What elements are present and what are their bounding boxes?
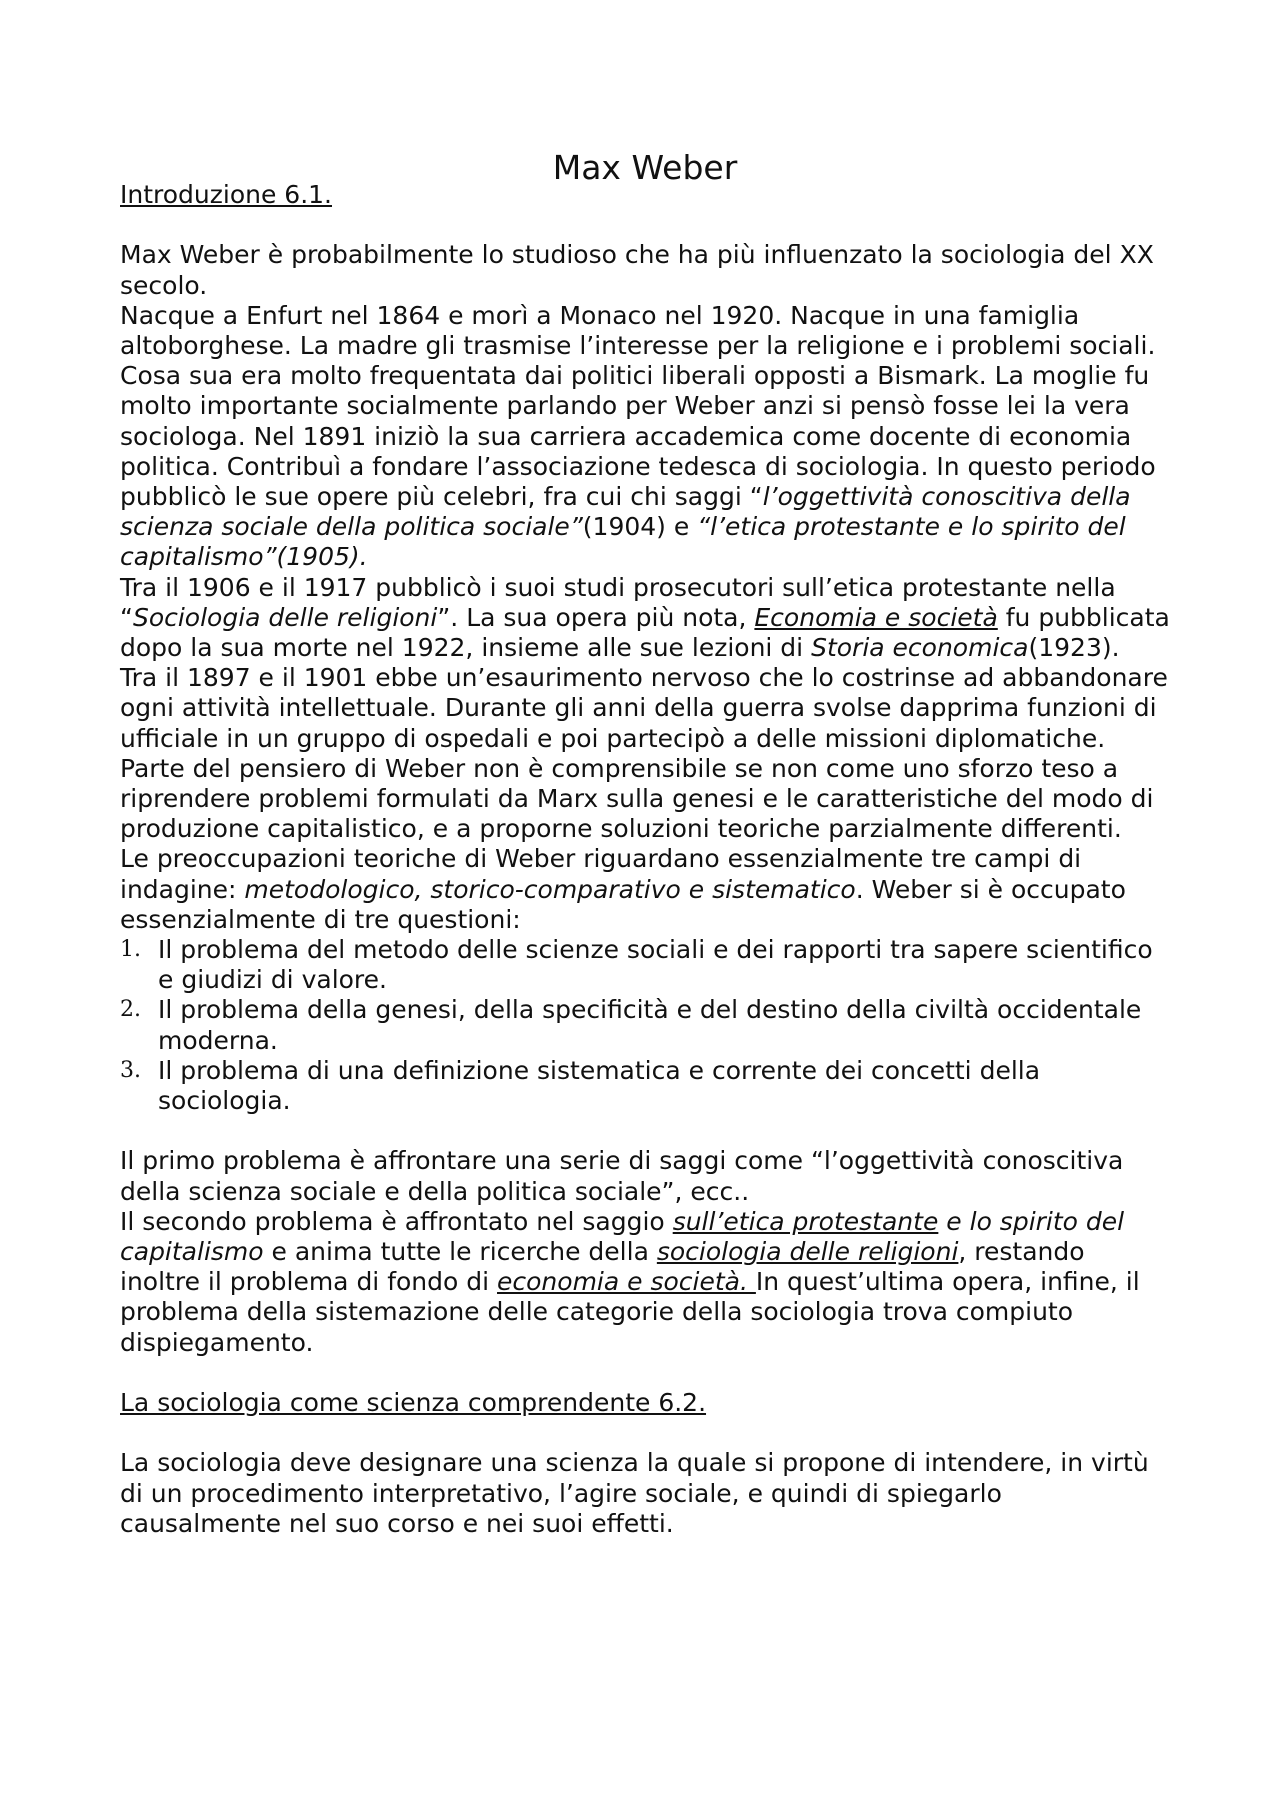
work-title-storia-economica: Storia economica [811, 633, 1029, 663]
text-run: , restando inoltre il problema di fondo di [120, 1237, 1085, 1297]
work-ref-spirito-capitalismo: e lo spirito del capitalismo [120, 1206, 1125, 1267]
work-ref-etica-protestante: sull’etica protestante [672, 1206, 939, 1236]
work-title-oggettivita: l’oggettività conoscitiva della scienza sociale della politica sociale” [120, 482, 1131, 542]
questions-list [120, 935, 1170, 1116]
text-run: Il secondo problema è affrontato nel saggio [120, 1206, 673, 1236]
text-run: (1923). [1028, 633, 1120, 663]
work-title-economia-societa: Economia e società [754, 602, 998, 632]
blank-line [120, 1358, 1170, 1388]
paragraph-intro: Max Weber è probabilmente lo studioso che ha più influenzato la sociologia del XX secolo. [120, 240, 1154, 300]
document-body [120, 148, 1170, 1539]
list-item: Il problema del metodo delle scienze sociali e dei rapporti tra sapere scientifico e giudizi di valore. [158, 935, 1153, 995]
work-ref-sociologia-religioni: sociologia delle religioni [656, 1237, 959, 1267]
section-heading-sociologia-comprendente: La sociologia come scienza comprendente 6.2. [120, 1388, 707, 1418]
blank-line [120, 1116, 1170, 1146]
work-title-etica-protestante: “l’etica protestante e lo spirito del capitalismo”(1905). [120, 512, 1126, 572]
text-run: ”. La sua opera più nota, [437, 602, 755, 632]
text-run: e anima tutte le ricerche della [263, 1237, 657, 1267]
text-run: fu pubblicata dopo la sua morte nel 1922, insieme alle sue lezioni di [120, 602, 1170, 663]
section-heading-introduzione: Introduzione 6.1. [120, 180, 332, 209]
fields-emphasis: metodologico, storico-comparativo e sistematico [244, 874, 856, 904]
document-title: Max Weber [552, 148, 738, 187]
list-item: Il problema della genesi, della specificità e del destino della civiltà occidentale moderna. [158, 995, 1142, 1055]
paragraph-definition: La sociologia deve designare una scienza la quale si propone di intendere, in virtù di un procedimento interpretativo, l’agire sociale, e quindi di spiegarlo causalmente nel suo corso e nei suoi effetti. [120, 1448, 1149, 1538]
blank-line [120, 210, 1170, 240]
paragraph-first-problem: Il primo problema è affrontare una serie di saggi come “l’oggettività conoscitiva della scienza sociale e della politica sociale”, ecc.. [120, 1146, 1124, 1206]
paragraph-second-problem [120, 1207, 1170, 1358]
paragraph-health: Tra il 1897 e il 1901 ebbe un’esaurimento nervoso che lo costrinse ad abbandonare ogni attività intellettuale. Durante gli anni della guerra svolse dapprima funzioni di ufficiale in un gruppo di ospedali e poi partecipò a delle missioni diplomatiche. [120, 663, 1168, 753]
text-run: Nacque a Enfurt nel 1864 e morì a Monaco nel 1920. Nacque in una famiglia altoborghese. La madre gli trasmise l’interesse per la religione e i problemi sociali. Cosa sua era molto frequentata dai politici liberali opposti a Bismark. La moglie fu molto importante socialmente parlando per Weber anzi si pensò fosse lei la vera sociologa. Nel 1891 iniziò la sua carriera accademica come docente di economia politica. Contribuì a fondare l’associazione tedesca di sociologia. In questo periodo pubblicò le sue opere più celebri, fra cui chi saggi “ [120, 300, 1156, 512]
text-run: (1904) e [582, 512, 698, 542]
list-item: Il problema di una definizione sistematica e corrente dei concetti della sociologia. [158, 1055, 1041, 1116]
blank-line [120, 1418, 1170, 1448]
text-run: . Weber si è occupato essenzialmente di tre questioni: [120, 874, 1126, 934]
text-run: Le preoccupazioni teoriche di Weber riguardano essenzialmente tre campi di indagine: [120, 844, 1082, 904]
text-run: Tra il 1906 e il 1917 pubblicò i suoi studi prosecutori sull’etica protestante nella “ [120, 572, 1116, 632]
paragraph-fields [120, 844, 1170, 935]
work-ref-economia-societa: economia e società. [497, 1267, 756, 1297]
work-title-sociologia-religioni: Sociologia delle religioni [132, 602, 438, 632]
paragraph-works [120, 573, 1170, 664]
text-run: In quest’ultima opera, infine, il problema della sistemazione delle categorie della sociologia trova compiuto dispiegamento. [120, 1267, 1140, 1357]
paragraph-biography [120, 301, 1170, 573]
paragraph-marx: Parte del pensiero di Weber non è comprensibile se non come uno sforzo teso a riprendere problemi formulati da Marx sulla genesi e le caratteristiche del modo di produzione capitalistico, e a proporne soluzioni teoriche parzialmente differenti. [120, 753, 1154, 844]
